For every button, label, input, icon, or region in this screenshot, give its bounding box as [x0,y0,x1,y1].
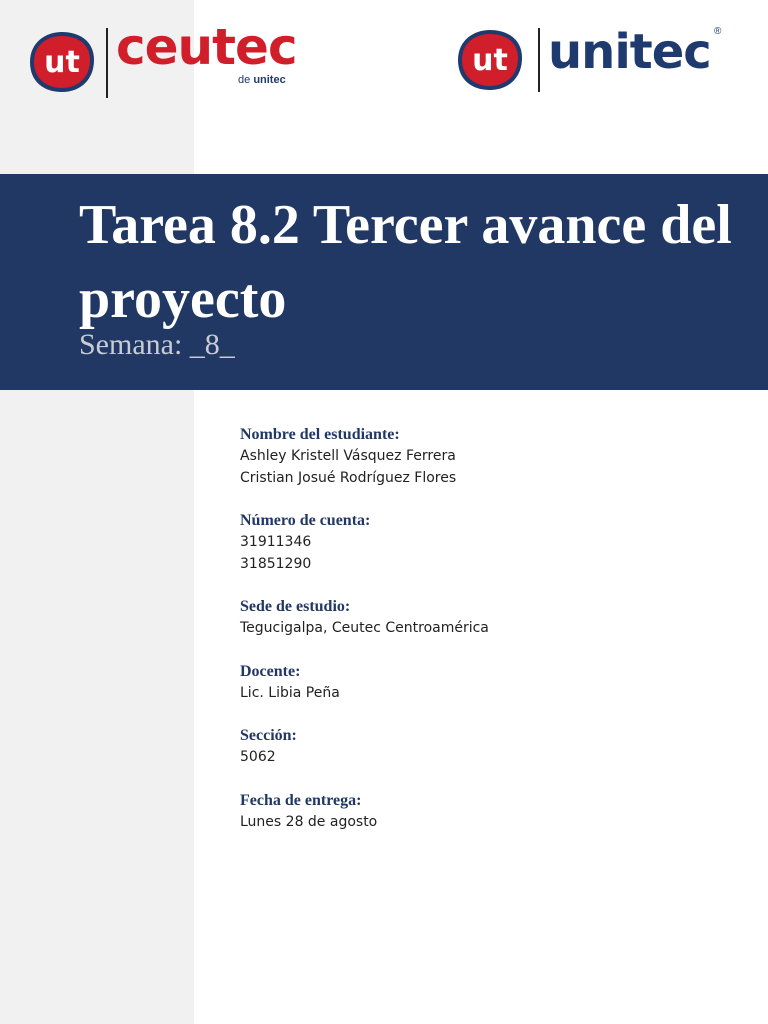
field-teacher [240,661,720,705]
logo-divider [538,28,540,92]
ceutec-sub-brand: unitec [253,74,286,86]
field-value: Lic. Libia Peña [240,684,340,701]
field-value: 31911346 [240,534,312,550]
field-value: Cristian Josué Rodríguez Flores [240,469,457,486]
field-section [240,725,720,769]
unitec-badge-text: ut [472,43,508,78]
document-subtitle: Semana: _8_ [79,328,235,361]
unitec-wordmark: unitec [548,24,711,80]
field-label: Sede de estudio: [240,598,351,615]
field-label: Docente: [240,662,301,680]
field-value: Lunes 28 de agosto [240,813,378,830]
ceutec-badge-text: ut [44,45,80,80]
ceutec-wordmark: ceutec [116,18,297,76]
field-value: 5062 [240,749,276,765]
ceutec-sub-prefix: de [238,74,251,86]
student-info [240,424,720,854]
field-due-date [240,790,720,834]
left-sidebar-strip [0,0,194,1024]
field-value: Tegucigalpa, Ceutec Centroamérica [240,620,489,636]
ut-badge-icon [456,28,524,92]
field-label: Número de cuenta: [240,512,371,529]
logo-divider [106,28,108,98]
ut-badge-icon [28,30,96,94]
field-label: Sección: [240,727,297,744]
ceutec-logo [28,18,298,104]
registered-mark: ® [714,26,722,37]
unitec-logo [456,24,736,104]
ceutec-submark [238,74,286,86]
field-value: Ashley Kristell Vásquez Ferrera [240,448,456,464]
document-title: Tarea 8.2 Tercer avance del proyecto [79,194,732,330]
field-student-name [240,424,720,489]
field-account-number [240,510,720,575]
field-value: 31851290 [240,555,312,572]
field-campus [240,596,720,640]
title-band [0,174,768,390]
field-label: Fecha de entrega: [240,791,362,809]
field-label: Nombre del estudiante: [240,426,400,443]
